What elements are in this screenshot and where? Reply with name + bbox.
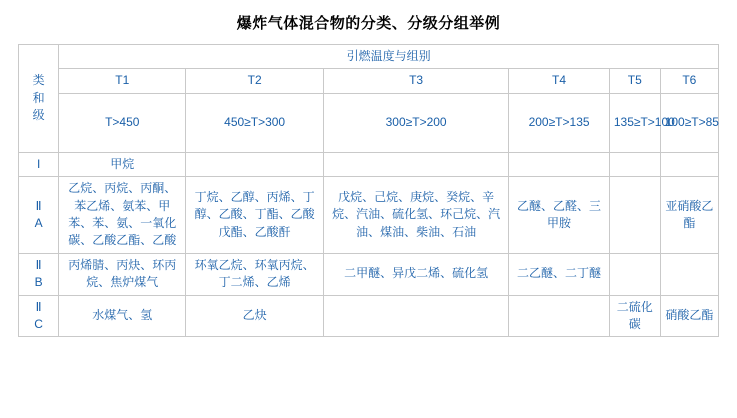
- cell-i-t4: [509, 152, 610, 176]
- cell-iia-t3: 戊烷、己烷、庚烷、癸烷、辛烷、汽油、硫化氢、环己烷、汽油、煤油、柴油、石油: [323, 177, 508, 254]
- cell-iic-t1: 水煤气、氢: [59, 295, 186, 337]
- row-class-iib-char-1: B: [34, 275, 43, 290]
- row-class-iia-char-1: A: [34, 215, 43, 230]
- cell-iia-t5: [609, 177, 660, 254]
- group-header-cell: 引燃温度与组别: [59, 45, 719, 69]
- temp-label-t5: T5: [609, 69, 660, 93]
- cell-i-t6: [660, 152, 718, 176]
- class-header-char-1: 和: [32, 90, 45, 105]
- table-row: [19, 152, 719, 176]
- temp-range-t5: 135≥T>100: [609, 93, 660, 152]
- cell-iia-t6: 亚硝酸乙酯: [660, 177, 718, 254]
- class-header-char-0: 类: [32, 73, 45, 88]
- cell-iib-t3: 二甲醚、异戊二烯、硫化氢: [323, 253, 508, 295]
- row-class-iib-char-0: Ⅱ: [35, 257, 42, 272]
- cell-iic-t4: [509, 295, 610, 337]
- cell-iib-t2: 环氧乙烷、环氧丙烷、丁二烯、乙烯: [186, 253, 324, 295]
- cell-iic-t6: 硝酸乙酯: [660, 295, 718, 337]
- cell-i-t2: [186, 152, 324, 176]
- row-class-iia-char-0: Ⅱ: [35, 198, 42, 213]
- page-title: 爆炸气体混合物的分类、分级分组举例: [236, 15, 501, 32]
- row-class-iic: [19, 295, 59, 337]
- cell-i-t3: [323, 152, 508, 176]
- table-row: [19, 295, 719, 337]
- temp-label-t2: T2: [186, 69, 324, 93]
- cell-iic-t2: 乙炔: [186, 295, 324, 337]
- temp-label-t1: T1: [59, 69, 186, 93]
- class-header-cell: [19, 45, 59, 153]
- cell-i-t1: 甲烷: [59, 152, 186, 176]
- temp-range-t2: 450≥T>300: [186, 93, 324, 152]
- table-row-temp-labels: [19, 69, 719, 93]
- table-row-temp-ranges: [19, 93, 719, 152]
- temp-label-t4: T4: [509, 69, 610, 93]
- cell-iib-t5: [609, 253, 660, 295]
- row-class-iib: [19, 253, 59, 295]
- temp-label-t6: T6: [660, 69, 718, 93]
- row-class-iia: [19, 177, 59, 254]
- temp-range-t6: 100≥T>85: [660, 93, 718, 152]
- cell-iic-t3: [323, 295, 508, 337]
- table-row-group-header: [19, 45, 719, 69]
- row-class-iic-char-1: C: [34, 316, 43, 331]
- temp-range-t1: T>450: [59, 93, 186, 152]
- cell-iib-t4: 二乙醚、二丁醚: [509, 253, 610, 295]
- cell-iia-t2: 丁烷、乙醇、丙烯、丁醇、乙酸、丁酯、乙酸戊酯、乙酸酐: [186, 177, 324, 254]
- row-class-i: I: [19, 152, 59, 176]
- classification-table: [18, 44, 719, 337]
- row-class-iic-char-0: Ⅱ: [35, 299, 42, 314]
- temp-label-t3: T3: [323, 69, 508, 93]
- cell-iib-t6: [660, 253, 718, 295]
- cell-iia-t4: 乙醚、乙醛、三甲胺: [509, 177, 610, 254]
- cell-iia-t1: 乙烷、丙烷、丙酮、苯乙烯、氨苯、甲苯、苯、氨、一氧化碳、乙酸乙酯、乙酸: [59, 177, 186, 254]
- table-row: [19, 253, 719, 295]
- temp-range-t3: 300≥T>200: [323, 93, 508, 152]
- table-row: [19, 177, 719, 254]
- temp-range-t4: 200≥T>135: [509, 93, 610, 152]
- class-header-char-2: 级: [32, 108, 45, 123]
- cell-iic-t5: 二硫化碳: [609, 295, 660, 337]
- cell-i-t5: [609, 152, 660, 176]
- cell-iib-t1: 丙烯腈、丙炔、环丙烷、焦炉煤气: [59, 253, 186, 295]
